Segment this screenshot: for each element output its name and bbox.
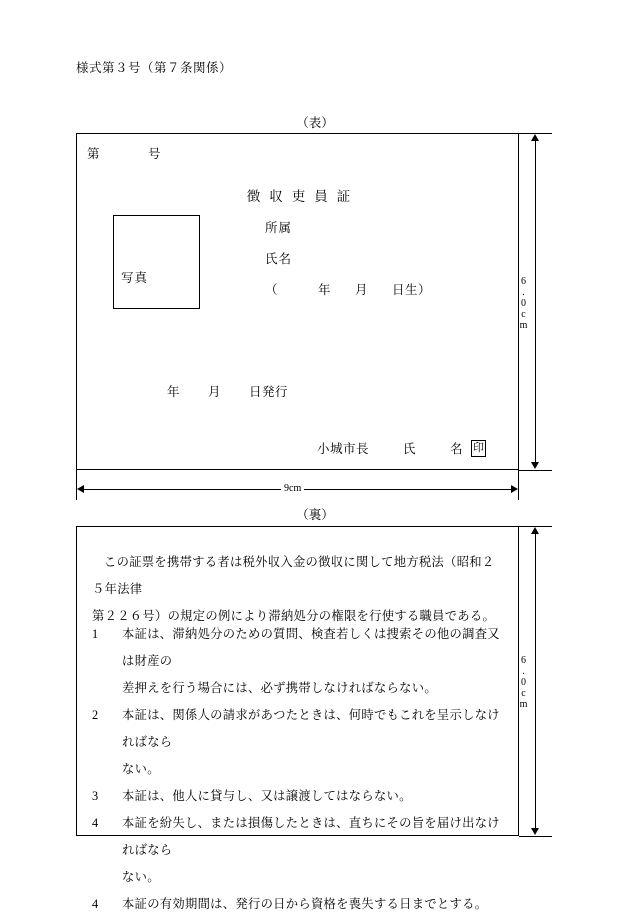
front-card [76, 133, 519, 470]
front-width-tick-right [518, 470, 519, 500]
clause-line: 本証は、他人に貸与し、又は譲渡してはならない。 [122, 789, 412, 803]
front-side-label: （表） [296, 116, 334, 130]
clause-line: 本証は、関係人の請求があつたときは、何時でもこれを呈示しなければなら [122, 708, 500, 749]
name-label: 氏名 [265, 252, 293, 266]
birthdate-field [265, 280, 431, 298]
back-intro-line-1: この証票を携帯する者は税外収入金の徴収に関して地方税法（昭和２５年法律 [92, 555, 495, 596]
certificate-number-prefix: 第 [87, 147, 101, 161]
front-height-arrow-top [531, 134, 539, 141]
birth-open-paren: （ [265, 283, 279, 297]
certificate-number-suffix: 号 [148, 147, 162, 161]
back-height-label: 6.0cm [518, 655, 529, 710]
clause-number: 4 [92, 816, 99, 830]
list-item [92, 810, 512, 891]
clause-number: 4 [92, 897, 99, 911]
issue-month-label: 月 [208, 385, 222, 399]
back-height-arrow-bottom [531, 828, 539, 835]
front-height-tick-bottom [519, 470, 552, 471]
seal-stamp-icon: 印 [471, 440, 486, 457]
certificate-number-field [87, 144, 161, 162]
back-height-arrow-top [531, 527, 539, 534]
signer-line [317, 439, 486, 457]
signer-name-label-1: 氏 [403, 442, 417, 456]
front-width-arrow-right [511, 485, 518, 493]
back-clause-list [92, 621, 512, 918]
photo-box [113, 215, 200, 309]
issue-day-label: 日発行 [249, 385, 289, 399]
front-height-arrow-bottom [531, 462, 539, 469]
birth-year-label: 年 [318, 283, 332, 297]
affiliation-label: 所属 [265, 221, 293, 235]
form-number: 様式第３号（第７条関係） [76, 61, 233, 75]
birth-day-label: 日生） [392, 283, 432, 297]
front-width-arrow-left [77, 485, 84, 493]
signer-title: 小城市長 [317, 442, 370, 456]
list-item [92, 621, 512, 702]
issue-year-label: 年 [167, 385, 181, 399]
back-intro-text [92, 549, 507, 630]
front-height-line [535, 137, 536, 466]
signer-name-label-2: 名 [450, 442, 464, 456]
back-height-line [535, 530, 536, 832]
issue-date-field [167, 382, 288, 400]
clause-line: 本証の有効期間は、発行の日から資格を喪失する日までとする。 [122, 897, 488, 911]
clause-line: 本証を紛失し、または損傷したときは、直ちにその旨を届け出なければなら [122, 816, 500, 857]
back-height-tick-bottom [519, 836, 552, 837]
list-item [92, 891, 512, 918]
photo-label: 写真 [121, 271, 149, 285]
clause-number: 2 [92, 708, 99, 722]
front-height-label: 6.0cm [518, 276, 529, 331]
back-card [76, 526, 519, 911]
clause-line: 差押えを行う場合には、必ず携帯しなければならない。 [122, 681, 437, 695]
front-width-label: 9cm [281, 483, 304, 494]
clause-number: 1 [92, 627, 99, 641]
list-item [92, 702, 512, 783]
clause-line: ない。 [122, 870, 160, 884]
back-side-label: （裏） [296, 508, 334, 522]
clause-line: ない。 [122, 762, 160, 776]
birth-month-label: 月 [355, 283, 369, 297]
back-intro-line-2: 第２２６号）の規定の例により滞納処分の権限を行使する職員である。 [92, 609, 496, 623]
list-item [92, 783, 512, 810]
clause-number: 3 [92, 789, 99, 803]
certificate-title: 徴収吏員証 [246, 189, 360, 204]
clause-line: 本証は、滞納処分のための質問、検査若しくは捜索その他の調査又は財産の [122, 627, 500, 668]
